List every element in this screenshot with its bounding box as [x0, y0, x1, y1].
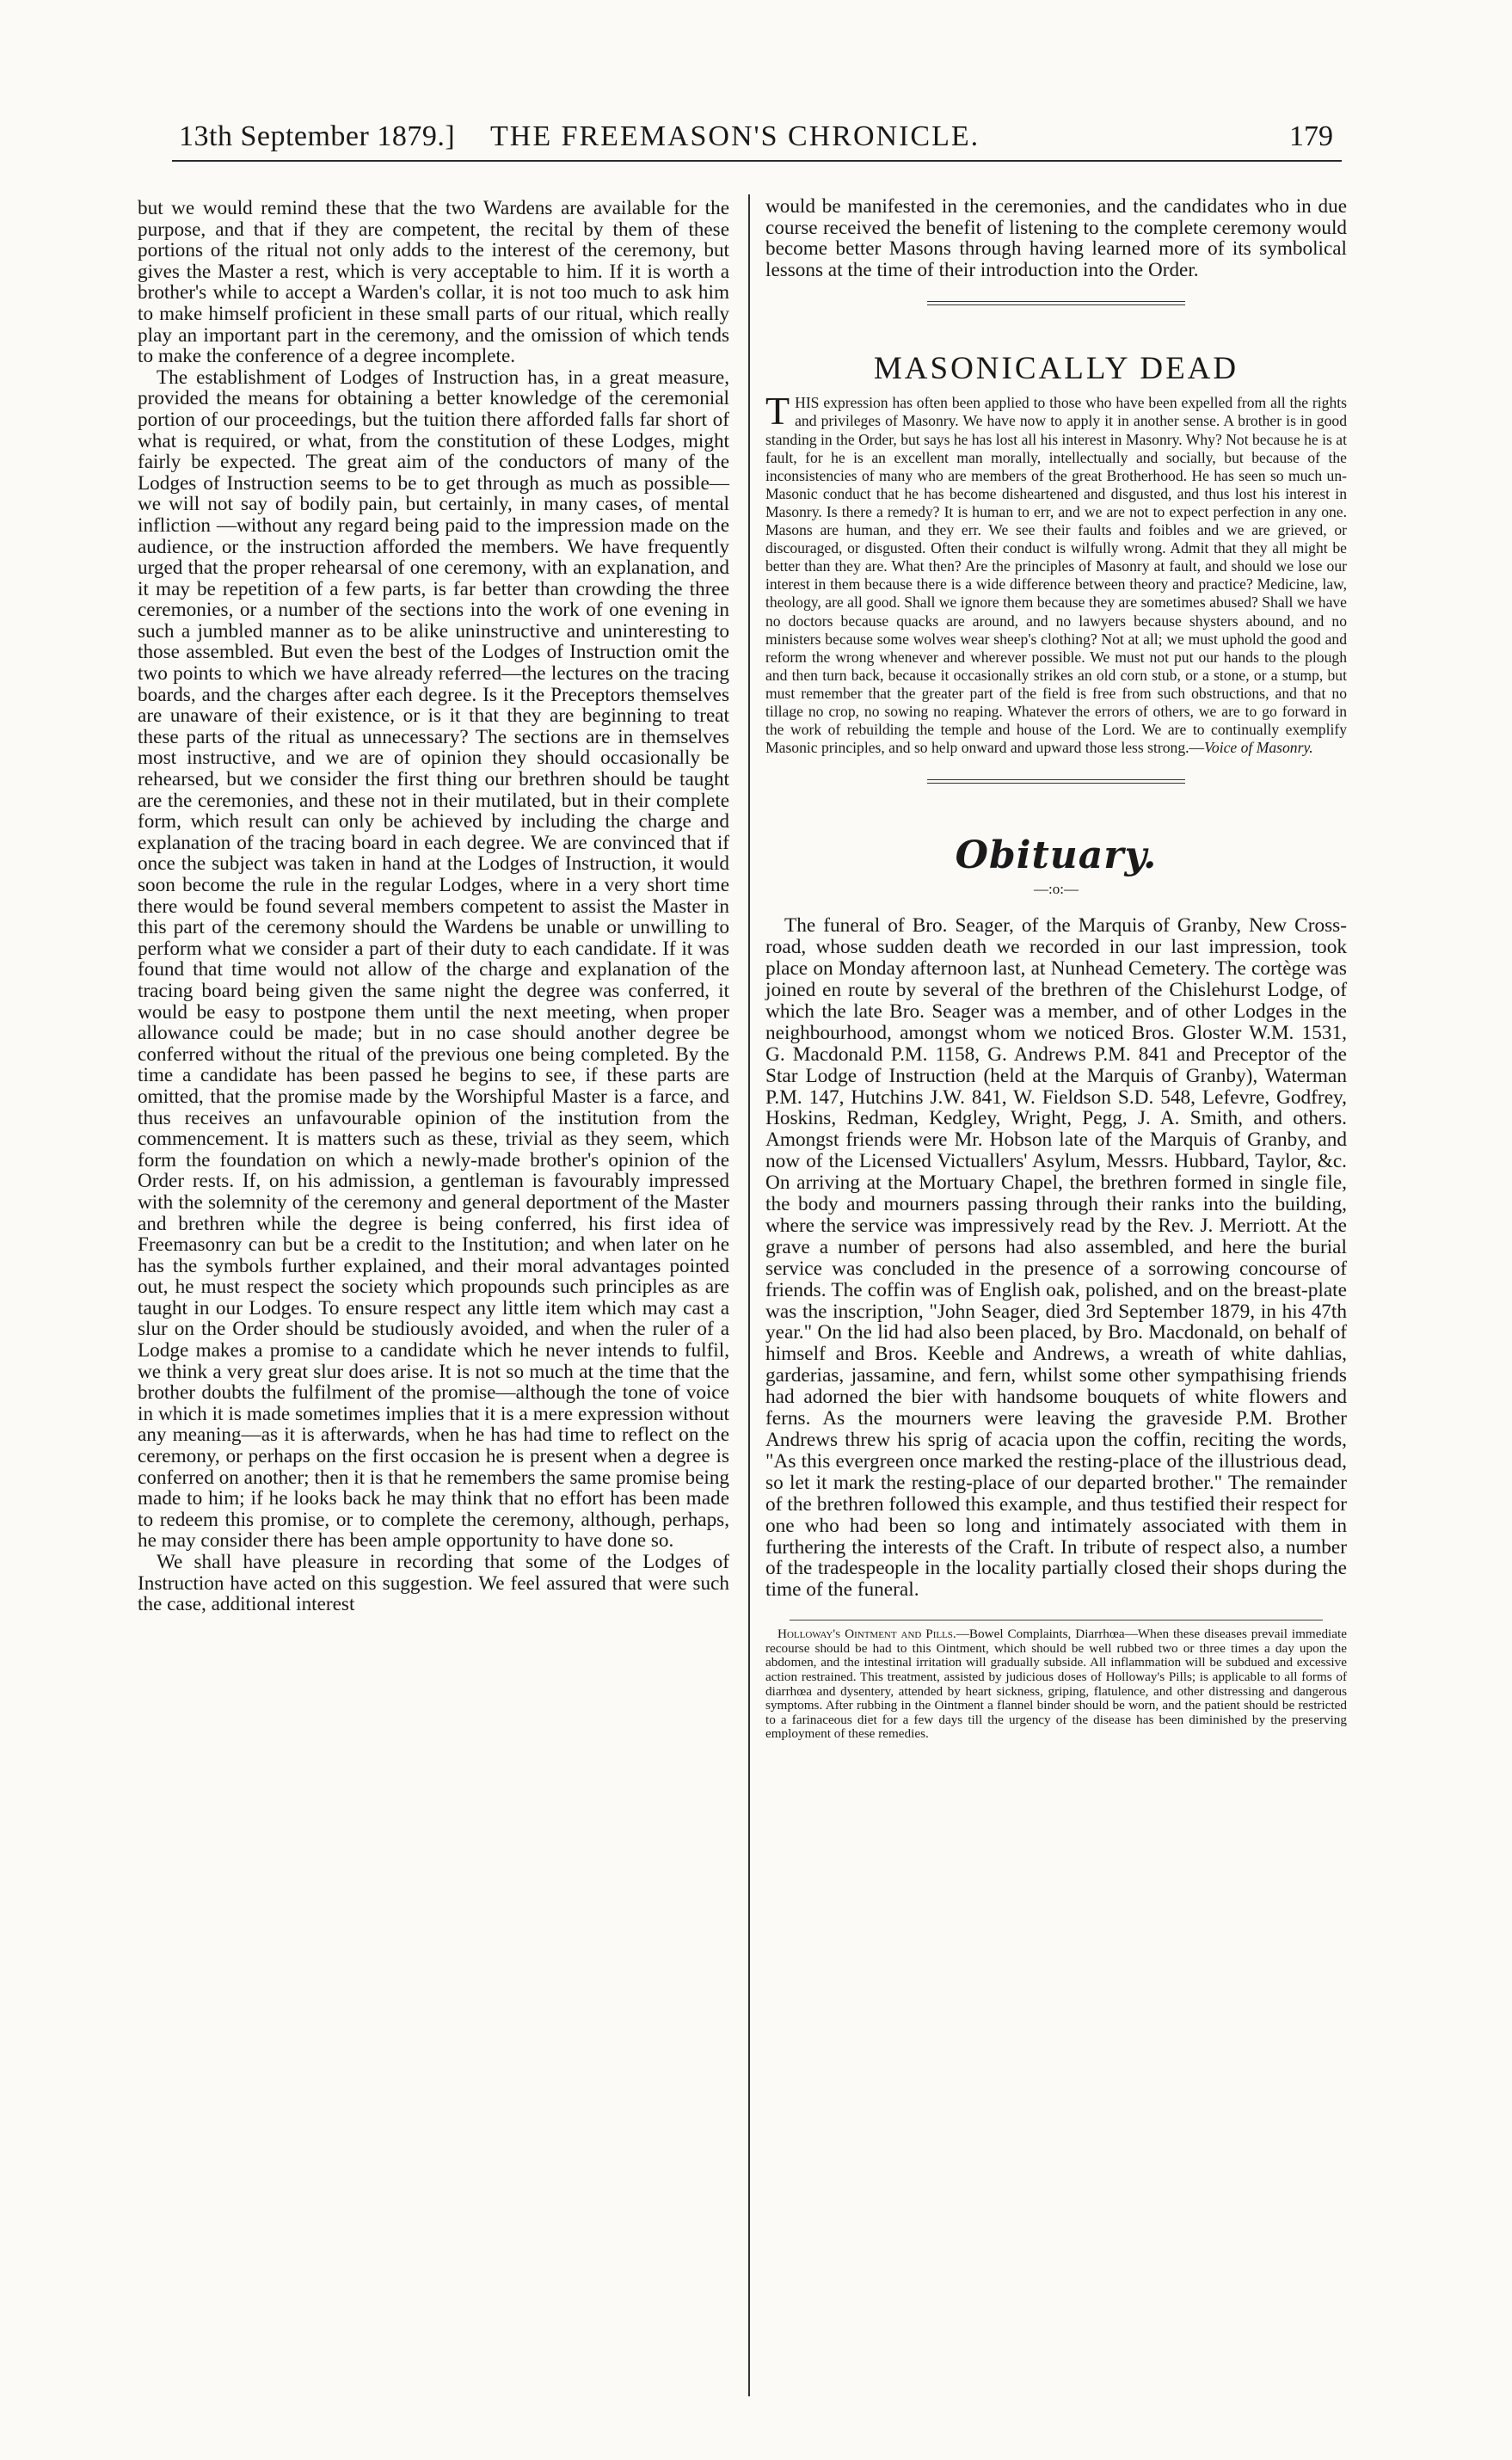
paragraph: The establishment of Lodges of Instruction has, in a great measure, provided the means for obtaining a better knowledge of the ceremonial portion of our proceedings, but the tuition there afforded falls far short of what is required, or what, from the constitution of these Lodges, might fairly be expected. The great aim of the conductors of many of the Lodges of Instruction seems to be to get through as much as possible—we will not say of bodily pain, but certainly, in many cases, of mental infliction —without any regard being paid to the impression made on the audience, or the instruction afforded the members. We have frequently urged that the proper rehearsal of one ceremony, with an explanation, and it may be repetition of a few parts, is far better than crowding the three ceremonies, or a number of the sections into the work of one evening in such a jumbled manner as to be alike uninstructive and uninteresting to those assembled. But even the best of the Lodges of Instruction omit the two points to which we have already referred—the lectures on the tracing boards, and the charges after each degree. Is it the Preceptors themselves are unaware of their existence, or is it that they are beginning to treat these parts of the ritual as unnecessary? The sections are in themselves most instructive, and we are of opinion they should occasionally be rehearsed, but we consider the first thing our brethren should be taught are the ceremonies, and these not in their mutilated, but in their complete form, which result can only be achieved by including the charge and explanation of the tracing board in each degree. We are convinced that if once the subject was taken in hand at the Lodges of Instruction, it would soon become the rule in the regular Lodges, where in a very short time there would be found several members competent to assist the Master in this part of the ceremony should the Wardens be unable or unwilling to perform what we consider a part of their duty to each candidate. If it was found that time would not allow of the charge and explanation of the tracing board being given the same night the degree was conferred, it would be easy to postpone them until the next meeting, when proper allowance could be made; but in no case should another degree be conferred without the ritual of the previous one being completed. By the time a candidate has been passed he begins to see, if these parts are omitted, that the promise made by the Worshipful Master is a farce, and thus receives an unfavourable opinion of the institution from the commencement. It is matters such as these, trivial as they seem,⁠ which form the foundation on which a newly-made brother's opinion of the Order rests. If, on his admission, a gentleman is favourably impressed with the solemnity of the ceremony and general deportment of the Master and brethren while the degree is being conferred, his first idea of Freemasonry can but be a credit to the Institution; and when later on he has the symbols further explained, and their moral advantages pointed out, he must respect the society which propounds such principles as are taught in our Lodges. To ensure respect any little item which may cast a slur on the Order should be studiously avoided, and when the ruler of a Lodge makes a promise to a candidate which he never intends to fulfil, we think a very great slur does arise. It is not so much at the time that the brother doubts the fulfilment of the promise—although the tone of voice in which it is made sometimes implies that it is a mere expression without any meaning—as it is afterwards, when he has had time to reflect on the ceremony, or perhaps on the first occasion he is present when a degree is conferred on another; then it is that he remembers the same promise being made to him; if he looks back he may think that no effort has been made to redeem this promise, or to complete the ceremony, although, perhaps, he may consider there has been ample opportunity to have done so. — [138, 366, 729, 1553]
column-rule — [748, 194, 750, 2396]
page-number: 179 — [1289, 120, 1333, 152]
paragraph: We shall have pleasure in recording that some of the Lodges of Instruction have acted on this suggestion. We feel assured that were such the case, additional interest — [138, 1551, 729, 1616]
advert-divider — [790, 1620, 1323, 1621]
advert-heading: Holloway's Ointment and Pills. — [778, 1627, 956, 1642]
article-source: Voice of Masonry. — [1204, 739, 1313, 757]
advert-body: —Bowel Complaints, Diarrhœa—When these diseases prevail immediate recourse should be had to this Ointment, which should be well rubbed two or three times a day upon the abdomen, and the intestinal irritation will gradually subside. All inflammation will be subdued and excessive action restrained. This treatment, assisted by judicious doses of Holloway's Pills; is applicable to all forms of diarrhœa and dysentery, attended by heart sickness, griping, flatulence, and other distressing and dangerous symptoms. After rubbing in the Ointment a flannel binder should be worn, and the patient should be restricted to a farinaceous diet for a few days till the urgency of the disease has been diminished by the preserving employment of these remedies. — [765, 1627, 1347, 1742]
right-column — [765, 196, 1347, 1742]
publication-title: THE FREEMASON'S CHRONICLE. — [490, 120, 980, 152]
section-divider — [927, 301, 1185, 305]
left-column — [138, 198, 729, 1615]
paragraph: but we would remind these that the two Wardens are available for the purpose, and that if they are competent, the recital by them of these portions of the ritual not only adds to the interest of the ceremony, but gives the Master a rest, which is very acceptable to him. If it is worth a brother's while to accept a Warden's collar, it is not too much to ask him to make himself proficient in these small parts of our ritual, which really play an important part in the ceremony, and the omission of which tends to make the conference of a degree incomplete. — [138, 197, 729, 368]
advertisement — [765, 1627, 1347, 1742]
section-title: MASONICALLY DEAD — [873, 351, 1239, 387]
section-divider — [927, 779, 1185, 784]
continuation-paragraph: would be manifested in the ceremonies, and the candidates who in due course received the benefit of listening to the complete ceremony would become better Masons through having learned more of its symbolical lessons at the time of their introduction into the Order. — [765, 195, 1347, 281]
drop-cap: T — [765, 389, 790, 434]
header-rule — [172, 160, 1342, 162]
obituary-body — [765, 915, 1347, 1601]
paragraph: The funeral of Bro. Seager, of the Marquis of Granby, New Cross-road, whose sudden death we recorded in our last impression, took place on Monday afternoon last, at Nunhead Cemetery. The cortège was joined en route by several of the brethren of the Chislehurst Lodge, of which the late Bro. Seager was a member, and of other Lodges in the neighbourhood, amongst whom we noticed Bros. Gloster W.M. 1531, G. Macdonald P.M. 1158, G. Andrews P.M. 841 and Preceptor of the Star Lodge of Instruction (held at the Marquis of Granby), Waterman P.M. 147, Hutchins J.W. 841, W. Fieldson S.D. 548, Lefevre, Godfrey, Hoskins, Redman, Kedgley, Wright, Pegg, J. A. Smith, and others. Amongst friends were Mr. Hobson late of the Marquis of Granby, and now of the Licensed Victuallers' Asylum, Messrs. Hubbard, Taylor, &c. On arriving at the Mortuary Chapel, the brethren formed in single file, the body and mourners passing through their ranks into the building, where the service was impressively read by the Rev. J. Merriott. At the grave a number of persons had also assembled, and here the burial service was concluded in the presence of a sorrowing concourse of friends. The coffin was of English oak, polished, and on the breast-plate was the inscription, "John Seager, died 3rd September 1879, in his 47th year." On the lid had also been placed, by Bro. Macdonald, on behalf of himself and Bros. Keeble and Andrews, a wreath of white dahlias, garderias, jassamine, and fern, whilst some other sympathising friends had adorned the bier with handsome bouquets of white flowers and ferns. As the mourners were leaving the graveside P.M. Brother Andrews threw his sprig of acacia upon the coffin, reciting the words, "As this evergreen once marked the resting-place of the illustrious dead, so let it mark the resting-place of our departed brother." The remainder of the brethren followed this example, and thus testified their respect for one who had been so long and intimately associated with them in furthering the interests of the Craft. In tribute of respect also, a number of the tradespeople in the locality partially closed their shops during the time of the funeral. — [765, 914, 1347, 1602]
ornament: —:o:— — [1034, 881, 1079, 898]
obituary-title: Obituary. — [955, 833, 1158, 878]
page-header — [172, 120, 1342, 158]
article-body: HIS expression has often been applied to those who have been expelled from all the rights and privileges of Masonry. We have now to apply it in another sense. A brother is in good standing in the Order, but says he has lost all his interest in Masonry. Why? Not because he is at fault, for he is an excellent man morally, intellectually and socially, but because of the inconsistencies of many who are members of the great Brotherhood. He has seen so much un-Masonic conduct that he has become disheartened and disgusted, and thus lost his interest in Masonry. Is there a remedy? It is human to err, and we are not to expect perfection in any one. Masons are human, and they err. We see their faults and foibles and we are grieved, or discouraged, or disgusted. Often their conduct is wilfully wrong. Admit that they all might be better than they are. What then? Are the principles of Masonry at fault, and should we lose our interest in them because there is a wide difference between theory and practice? Medicine, law, theology, are all good. Shall we ignore them because they are sometimes abused? Shall we have no doctors because quacks are around, and no lawyers because shysters abound, and no ministers because some wolves wear sheep's clothing? Not at all; we must uphold the good and reform the wrong whenever and wherever possible. We must not put our hands to the plough and then turn back, because it occasionally strikes an old corn stub, or a stone, or a stump, but must remember that the greater part of the field is free from such obstructions, and that no tillage no crop, no sowing no reaping. Whatever the errors of others, we are to go forward in the work of rebuilding the temple and house of the Lord. We are to continually exemplify Masonic principles, and so help onward and upward those less strong.— — [765, 394, 1347, 757]
issue-date: 13th September 1879.] — [179, 120, 456, 152]
masonically-dead-article — [765, 389, 1347, 757]
